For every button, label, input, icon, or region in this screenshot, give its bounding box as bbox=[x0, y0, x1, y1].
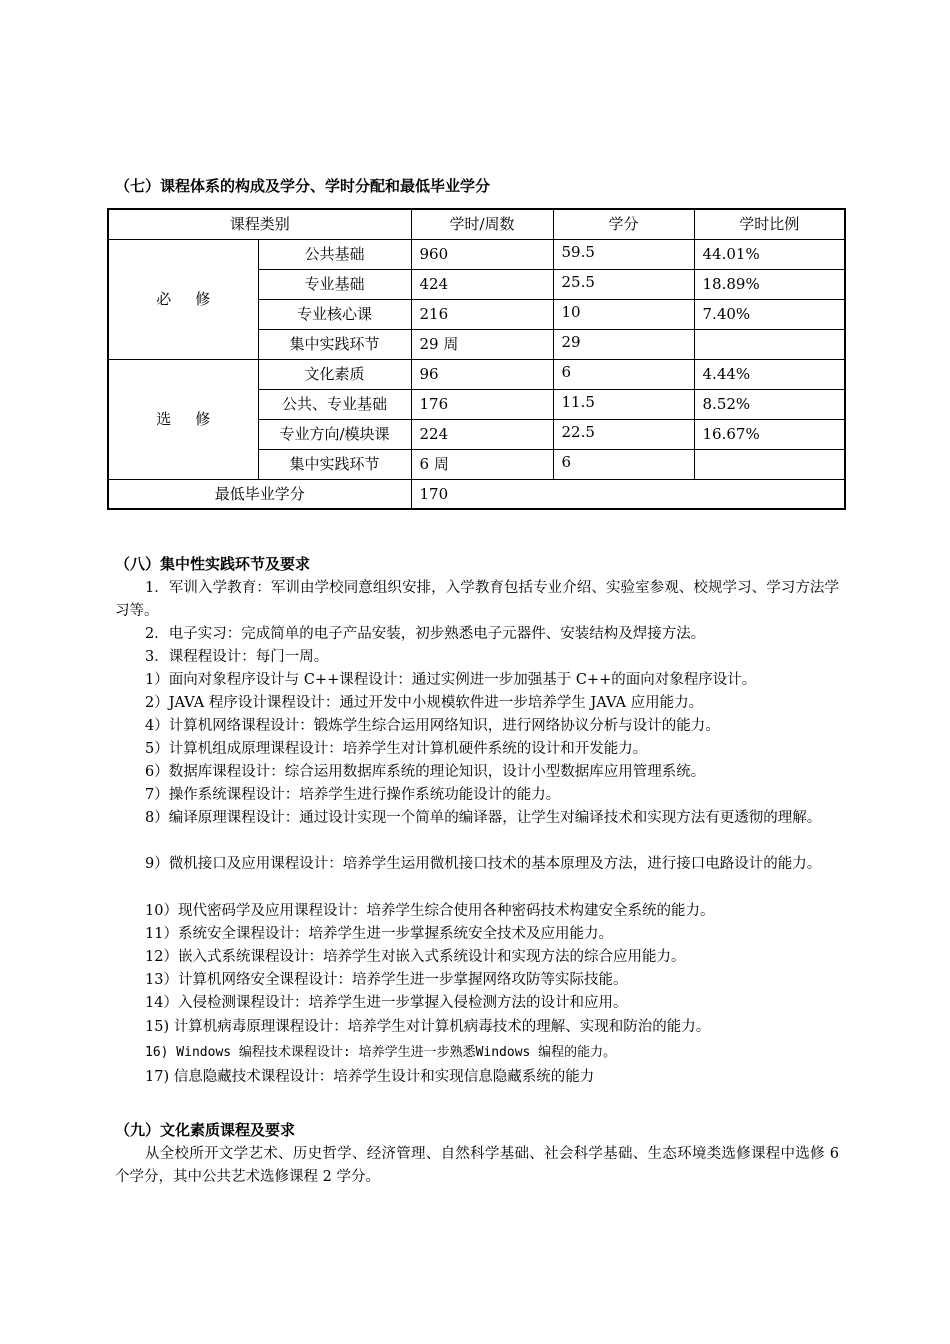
row-ratio: 44.01% bbox=[694, 239, 845, 269]
list-item: 5）计算机组成原理课程设计：培养学生对计算机硬件系统的设计和开发能力。 bbox=[145, 741, 648, 757]
section-9-heading: （九）文化素质课程及要求 bbox=[115, 1121, 296, 1139]
row-credits: 11.5 bbox=[553, 389, 694, 419]
paragraph-military-training: 1．军训入学教育：军训由学校同意组织安排，入学教育包括专业介绍、实验室参观、校规学习、学习方法学习等。 bbox=[115, 580, 839, 619]
row-hours: 176 bbox=[411, 389, 553, 419]
row-hours: 96 bbox=[411, 359, 553, 389]
row-type: 文化素质 bbox=[258, 359, 411, 389]
group-name-char: 修 bbox=[195, 410, 211, 428]
row-ratio bbox=[694, 449, 845, 479]
row-ratio: 8.52% bbox=[694, 389, 845, 419]
row-hours: 6 周 bbox=[411, 449, 553, 479]
min-credits-label: 最低毕业学分 bbox=[108, 479, 411, 509]
min-credits-value: 170 bbox=[411, 479, 845, 509]
row-type: 公共、专业基础 bbox=[258, 389, 411, 419]
row-credits: 29 bbox=[553, 329, 694, 359]
row-hours: 424 bbox=[411, 269, 553, 299]
section-8-heading: （八）集中性实践环节及要求 bbox=[115, 555, 311, 573]
section-7-heading: （七）课程体系的构成及学分、学时分配和最低毕业学分 bbox=[115, 177, 491, 195]
row-ratio: 4.44% bbox=[694, 359, 845, 389]
row-hours: 960 bbox=[411, 239, 553, 269]
min-credits-row bbox=[108, 479, 845, 509]
group-elective bbox=[108, 359, 258, 479]
header-hours: 学时/周数 bbox=[411, 209, 553, 239]
list-item: 14）入侵检测课程设计：培养学生进一步掌握入侵检测方法的设计和应用。 bbox=[145, 995, 628, 1011]
paragraph-cultural-quality: 从全校所开文学艺术、历史哲学、经济管理、自然科学基础、社会科学基础、生态环境类选修课程中选修 6 个学分，其中公共艺术选修课程 2 学分。 bbox=[115, 1146, 839, 1185]
list-item: 6）数据库课程设计：综合运用数据库系统的理论知识，设计小型数据库应用管理系统。 bbox=[145, 764, 706, 780]
list-item: 13）计算机网络安全课程设计：培养学生进一步掌握网络攻防等实际技能。 bbox=[145, 972, 628, 988]
row-ratio: 18.89% bbox=[694, 269, 845, 299]
list-item: 8）编译原理课程设计：通过设计实现一个简单的编译器，让学生对编译技术和实现方法有更透彻的理解。 bbox=[145, 810, 822, 826]
list-item: 1）面向对象程序设计与 C++课程设计：通过实例进一步加强基于 C++的面向对象程序设计。 bbox=[145, 672, 757, 688]
list-item: 9）微机接口及应用课程设计：培养学生运用微机接口技术的基本原理及方法，进行接口电路设计的能力。 bbox=[145, 856, 822, 872]
row-type: 专业基础 bbox=[258, 269, 411, 299]
group-name-char: 必 bbox=[156, 290, 172, 308]
row-type: 集中实践环节 bbox=[258, 449, 411, 479]
list-item: 15) 计算机病毒原理课程设计：培养学生对计算机病毒技术的理解、实现和防治的能力。 bbox=[145, 1019, 711, 1035]
list-item: 17) 信息隐藏技术课程设计：培养学生设计和实现信息隐藏系统的能力 bbox=[145, 1069, 595, 1085]
group-name-char: 选 bbox=[156, 410, 172, 428]
row-type: 公共基础 bbox=[258, 239, 411, 269]
list-item: 7）操作系统课程设计：培养学生进行操作系统功能设计的能力。 bbox=[145, 787, 561, 803]
list-item: 12）嵌入式系统课程设计：培养学生对嵌入式系统设计和实现方法的综合应用能力。 bbox=[145, 949, 686, 965]
header-category: 课程类别 bbox=[108, 209, 411, 239]
row-credits: 22.5 bbox=[553, 419, 694, 449]
course-structure-table bbox=[107, 208, 846, 510]
table-row bbox=[108, 359, 845, 389]
row-ratio bbox=[694, 329, 845, 359]
table-header-row bbox=[108, 209, 845, 239]
header-ratio: 学时比例 bbox=[694, 209, 845, 239]
row-credits: 59.5 bbox=[553, 239, 694, 269]
row-type: 专业核心课 bbox=[258, 299, 411, 329]
row-hours: 224 bbox=[411, 419, 553, 449]
row-credits: 25.5 bbox=[553, 269, 694, 299]
row-hours: 216 bbox=[411, 299, 553, 329]
list-item: 10）现代密码学及应用课程设计：培养学生综合使用各种密码技术构建安全系统的能力。 bbox=[145, 903, 715, 919]
row-credits: 6 bbox=[553, 359, 694, 389]
table-row bbox=[108, 239, 845, 269]
list-item: 16) Windows 编程技术课程设计: 培养学生进一步熟悉Windows 编程的能力。 bbox=[145, 1045, 617, 1060]
row-credits: 6 bbox=[553, 449, 694, 479]
row-type: 专业方向/模块课 bbox=[258, 419, 411, 449]
paragraph-course-design: 3．课程程设计：每门一周。 bbox=[145, 649, 329, 665]
row-credits: 10 bbox=[553, 299, 694, 329]
row-ratio: 16.67% bbox=[694, 419, 845, 449]
header-credits: 学分 bbox=[553, 209, 694, 239]
row-type: 集中实践环节 bbox=[258, 329, 411, 359]
list-item: 2）JAVA 程序设计课程设计：通过开发中小规模软件进一步培养学生 JAVA 应用能力。 bbox=[145, 695, 704, 711]
group-required bbox=[108, 239, 258, 359]
paragraph-electronics-practice: 2．电子实习：完成简单的电子产品安装，初步熟悉电子元器件、安装结构及焊接方法。 bbox=[145, 626, 706, 642]
row-hours: 29 周 bbox=[411, 329, 553, 359]
list-item: 11）系统安全课程设计：培养学生进一步掌握系统安全技术及应用能力。 bbox=[145, 926, 613, 942]
row-ratio: 7.40% bbox=[694, 299, 845, 329]
group-name-char: 修 bbox=[195, 290, 211, 308]
list-item: 4）计算机网络课程设计：锻炼学生综合运用网络知识，进行网络协议分析与设计的能力。 bbox=[145, 718, 720, 734]
